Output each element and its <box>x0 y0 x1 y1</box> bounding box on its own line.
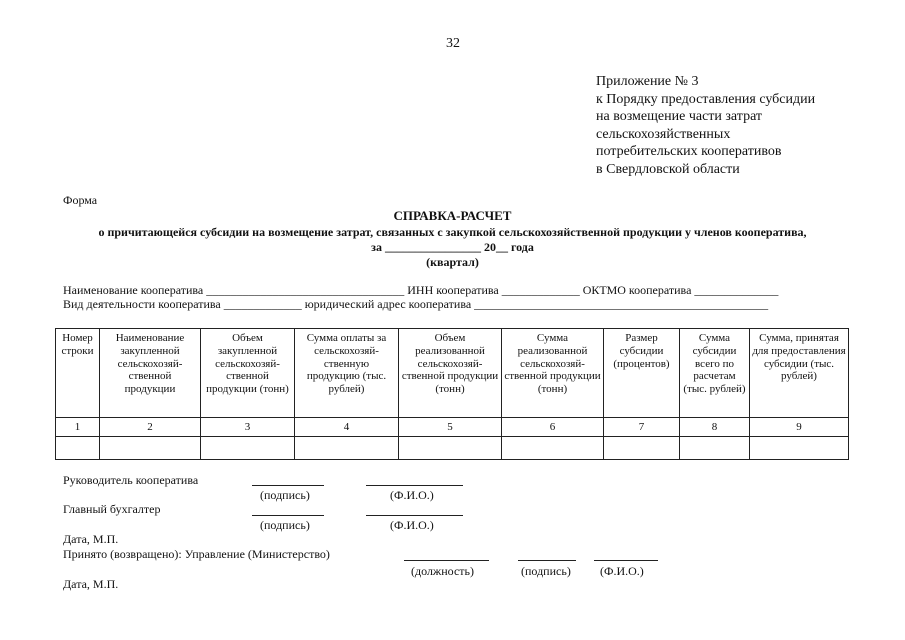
accepted-signature-line[interactable] <box>518 560 576 561</box>
page-number: 32 <box>446 36 460 51</box>
form-label: Форма <box>63 193 98 207</box>
appendix-line: в Свердловской области <box>596 161 740 177</box>
table-number-row <box>56 418 849 437</box>
column-number: 3 <box>201 418 295 437</box>
head-name-line[interactable] <box>366 485 463 486</box>
table-row <box>56 437 849 460</box>
appendix-line: на возмещение части затрат <box>596 109 763 124</box>
calculation-table <box>55 328 849 460</box>
table-cell[interactable] <box>100 437 201 460</box>
signature-hint: (подпись) <box>521 564 571 578</box>
column-number: 5 <box>399 418 502 437</box>
accountant-name-line[interactable] <box>366 515 463 516</box>
accountant-label: Главный бухгалтер <box>63 502 161 516</box>
document-subtitle: о причитающейся субсидии на возмещение затрат, связанных с закупкой сельскохозяйственной продукции у членов кооператива, <box>98 225 807 239</box>
head-signature-line[interactable] <box>252 485 324 486</box>
position-hint: (должность) <box>411 564 474 578</box>
table-cell[interactable] <box>399 437 502 460</box>
accepted-label: Принято (возвращено): Управление (Министерство) <box>63 547 330 561</box>
table-header-row <box>56 329 849 418</box>
table-cell[interactable] <box>201 437 295 460</box>
column-header: Объем реализованной сельскохозяй-ственной продукции (тонн) <box>399 329 502 418</box>
name-hint: (Ф.И.О.) <box>390 488 434 502</box>
column-number: 2 <box>100 418 201 437</box>
signature-hint: (подпись) <box>260 518 310 532</box>
column-number: 1 <box>56 418 100 437</box>
period-line: за ________________ 20__ года <box>371 240 534 254</box>
column-header: Сумма, принятая для предоставления субсидии (тыс. рублей) <box>750 329 849 418</box>
table-cell[interactable] <box>750 437 849 460</box>
column-number: 9 <box>750 418 849 437</box>
name-hint: (Ф.И.О.) <box>600 564 644 578</box>
column-header: Наименование закупленной сельскохозяй-ственной продукции <box>100 329 201 418</box>
column-header: Номер строки <box>56 329 100 418</box>
column-header: Размер субсидии (процентов) <box>604 329 680 418</box>
signature-hint: (подпись) <box>260 488 310 502</box>
table-cell[interactable] <box>604 437 680 460</box>
table-cell[interactable] <box>295 437 399 460</box>
document-title: СПРАВКА-РАСЧЕТ <box>393 208 512 223</box>
appendix-line: потребительских кооперативов <box>596 144 782 159</box>
position-line[interactable] <box>404 560 489 561</box>
table-cell[interactable] <box>56 437 100 460</box>
appendix-line: Приложение № 3 <box>596 74 699 89</box>
appendix-line: сельскохозяйственных <box>596 126 731 142</box>
accepted-name-line[interactable] <box>594 560 658 561</box>
name-hint: (Ф.И.О.) <box>390 518 434 532</box>
appendix-line: к Порядку предоставления субсидии <box>596 91 816 107</box>
head-label: Руководитель кооператива <box>63 473 199 487</box>
table-cell[interactable] <box>502 437 604 460</box>
column-header: Сумма реализованной сельскохозяй-ственной продукции (тонн) <box>502 329 604 418</box>
table-cell[interactable] <box>680 437 750 460</box>
activity-address-line: Вид деятельности кооператива _____________ юридический адрес кооператива _________________________________________________ <box>63 297 769 311</box>
date-stamp-label: Дата, М.П. <box>63 532 119 546</box>
appendix-block <box>596 73 815 178</box>
accountant-signature-line[interactable] <box>252 515 324 516</box>
column-header: Сумма субсидии всего по расчетам (тыс. рублей) <box>680 329 750 418</box>
column-number: 8 <box>680 418 750 437</box>
cooperative-info-line: Наименование кооператива _________________________________ ИНН кооператива _____________ ОКТМО кооператива ______________ <box>63 283 779 297</box>
column-header: Объем закупленной сельскохозяй-ственной продукции (тонн) <box>201 329 295 418</box>
column-number: 7 <box>604 418 680 437</box>
column-number: 6 <box>502 418 604 437</box>
quarter-label: (квартал) <box>426 255 479 269</box>
date-stamp-label: Дата, М.П. <box>63 577 119 591</box>
column-number: 4 <box>295 418 399 437</box>
column-header: Сумма оплаты за сельскохозяй-ственную продукцию (тыс. рублей) <box>295 329 399 418</box>
